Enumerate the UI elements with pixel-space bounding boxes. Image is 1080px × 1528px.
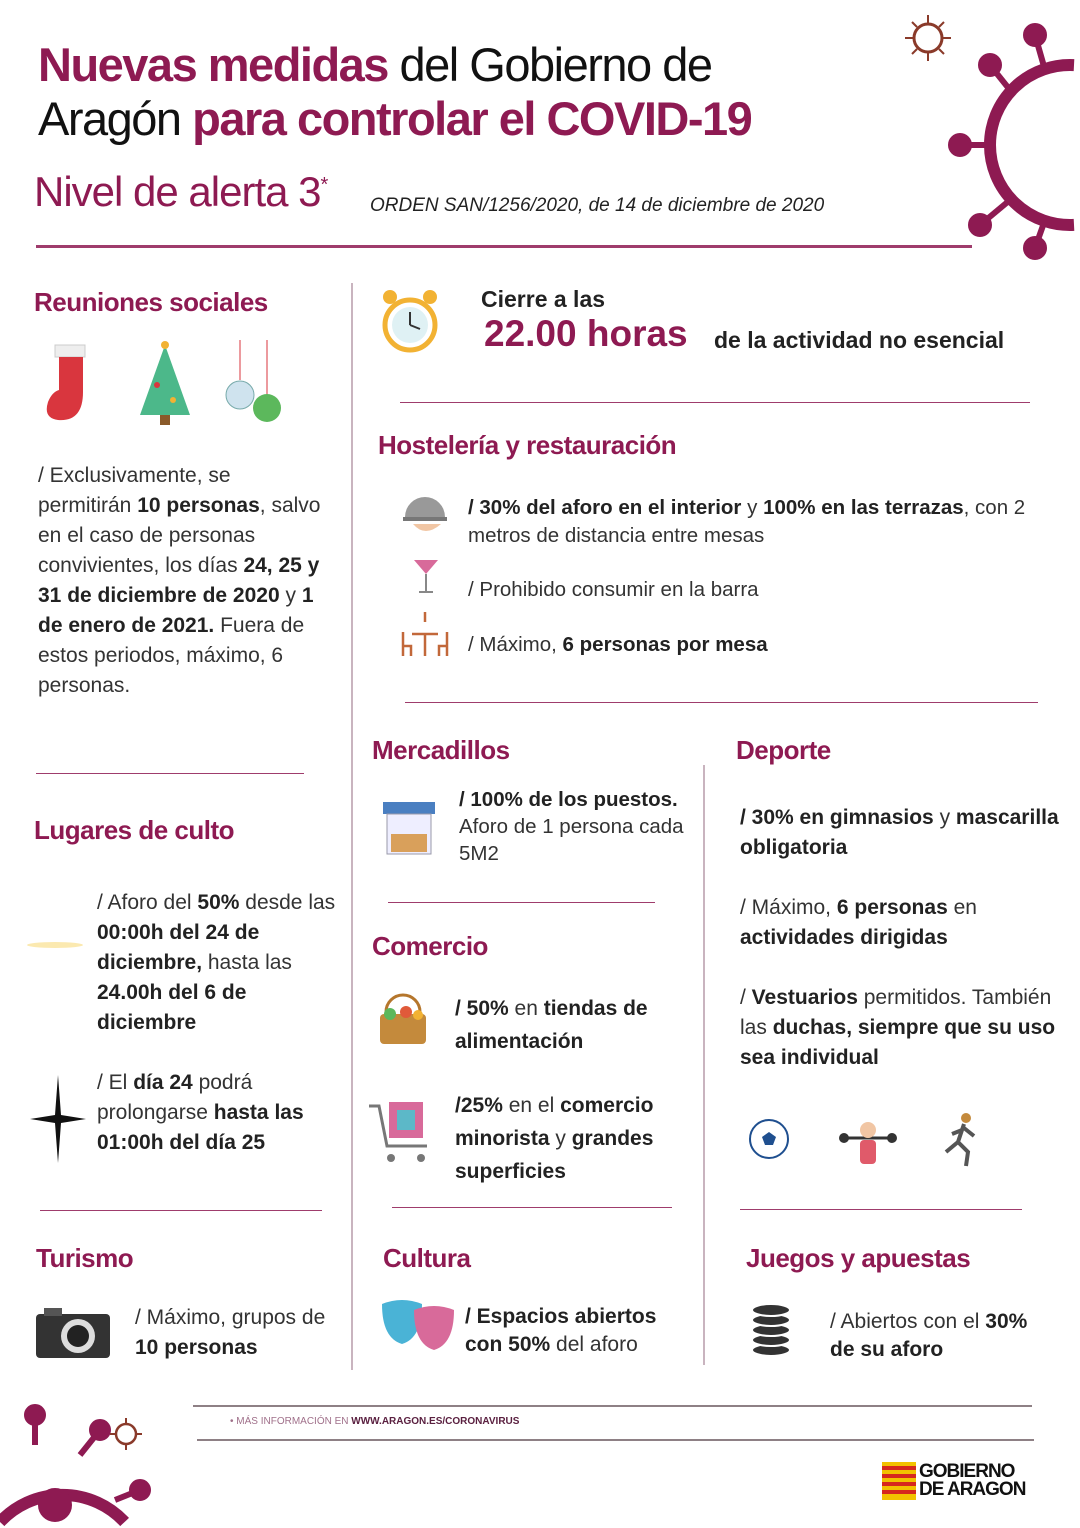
- text: /: [740, 986, 752, 1009]
- section-heading-culto: Lugares de culto: [34, 815, 235, 845]
- christmas-tree-icon: [135, 340, 195, 428]
- bold-text: 10 personas: [135, 1336, 258, 1359]
- weightlifter-icon: [838, 1116, 898, 1166]
- section-heading-comercio: Comercio: [372, 931, 488, 961]
- small-virus-icon: [110, 1418, 142, 1450]
- text: Aforo de 1 persona cada 5M2: [459, 815, 684, 865]
- text: Fuera de estos periodos, máximo, 6 personas.: [38, 614, 305, 697]
- text: podrá prolongarse: [97, 1071, 253, 1124]
- deporte-item: [740, 893, 1060, 953]
- hosteleria-item: [468, 494, 1038, 550]
- text: del aforo: [550, 1333, 638, 1356]
- bold-text: hasta las 01:00h del día 25: [97, 1101, 304, 1154]
- text: en: [947, 896, 977, 919]
- reuniones-text: [38, 461, 328, 701]
- hosteleria-item: [468, 575, 759, 605]
- gobierno-aragon-logo: GOBIERNO DE ARAGON: [882, 1462, 1025, 1500]
- culto-text-1: [97, 888, 345, 1038]
- text: y: [549, 1127, 572, 1150]
- bold-text: 6 personas: [836, 896, 948, 919]
- turismo-text: [135, 1303, 335, 1363]
- divider: [405, 702, 1038, 703]
- text: / Exclusivamente, se permitirán: [38, 464, 231, 517]
- cocktail-icon: [412, 550, 440, 595]
- bold-text: / 50%: [455, 997, 509, 1020]
- title-line-2: [38, 92, 751, 146]
- text: / Máximo, grupos de: [135, 1306, 326, 1329]
- bold-text: actividades dirigidas: [740, 926, 948, 949]
- bold-text: día 24: [133, 1071, 193, 1094]
- section-heading-mercadillos: Mercadillos: [372, 735, 510, 765]
- christmas-ornaments-icon: [225, 340, 285, 428]
- soccer-ball-icon: [748, 1118, 790, 1160]
- text: Aragón: [38, 92, 193, 145]
- bold-text: /25%: [455, 1094, 503, 1117]
- divider: [36, 245, 972, 248]
- bold-text: 00:00h del 24 de diciembre,: [97, 921, 260, 974]
- order-reference: ORDEN SAN/1256/2020, de 14 de diciembre de 2020: [370, 195, 825, 216]
- text: del Gobierno de: [387, 38, 712, 91]
- bold-text: / 100% de los puestos.: [459, 788, 678, 811]
- star-icon: [30, 1075, 86, 1163]
- market-stall-icon: [383, 802, 435, 856]
- bold-text: tiendas de alimentación: [455, 997, 648, 1053]
- cierre-line1: Cierre a las: [481, 286, 606, 312]
- bold-text: 50%: [197, 891, 240, 914]
- text: / Abiertos con el: [830, 1310, 986, 1333]
- bold-text: grandes superficies: [455, 1127, 654, 1183]
- bold-text: 24, 25 y 31 de diciembre de 2020: [38, 554, 320, 607]
- comercio-item: [455, 992, 695, 1058]
- bold-text: duchas, siempre que su uso sea individual: [740, 1016, 1056, 1069]
- text: hasta las: [202, 951, 292, 974]
- bold-text: 30% de su aforo: [830, 1310, 1028, 1361]
- text: / Aforo del: [97, 891, 198, 914]
- christmas-stocking-icon: [45, 345, 95, 425]
- bold-text: 1 de enero de 2021.: [38, 584, 314, 637]
- more-info: • MÁS INFORMACIÓN EN WWW.ARAGON.ES/CORONAVIRUS: [230, 1416, 520, 1427]
- mercadillos-text: [459, 786, 689, 867]
- small-virus-icon: [905, 15, 951, 61]
- bold-text: / Espacios abiertos con 50%: [465, 1305, 657, 1356]
- alert-level: Nivel de alerta 3*: [34, 168, 328, 215]
- section-heading-turismo: Turismo: [36, 1243, 134, 1273]
- text: , con 2 metros de distancia entre mesas: [468, 496, 1026, 547]
- column-divider: [351, 283, 353, 1370]
- text: / Prohibido consumir en la barra: [468, 578, 759, 601]
- bold-text: comercio minorista: [455, 1094, 654, 1150]
- virus-icon: [950, 20, 1080, 260]
- food-cloche-icon: [403, 492, 447, 538]
- text: / Máximo,: [468, 633, 563, 656]
- bold-text: para controlar el COVID-19: [192, 92, 752, 145]
- section-heading-deporte: Deporte: [736, 735, 831, 765]
- table-chairs-icon: [400, 612, 450, 658]
- section-heading-reuniones: Reuniones sociales: [34, 287, 268, 317]
- cierre-time: 22.00 horas: [484, 313, 688, 354]
- divider: [36, 773, 304, 774]
- section-heading-cultura: Cultura: [383, 1243, 471, 1273]
- cultura-text: [465, 1303, 695, 1359]
- divider: [400, 402, 1030, 403]
- juegos-text: [830, 1308, 1050, 1364]
- bold-text: 100% en las terrazas: [763, 496, 964, 519]
- text: , salvo en el caso de personas convivientes, los días: [38, 494, 321, 577]
- camera-icon: [36, 1308, 110, 1358]
- hosteleria-item: [468, 630, 768, 660]
- text: en el: [502, 1094, 561, 1117]
- food-basket-icon: [376, 992, 430, 1046]
- divider: [388, 902, 655, 903]
- theater-masks-icon: [380, 1300, 456, 1354]
- light-glow-icon: [25, 935, 85, 955]
- text: y: [279, 584, 302, 607]
- bold-text: Nuevas medidas: [38, 38, 388, 91]
- text: permitidos. También las: [740, 986, 1052, 1039]
- bold-text: Vestuarios: [751, 986, 858, 1009]
- poker-chips-icon: [750, 1300, 792, 1358]
- deporte-item: [740, 803, 1060, 863]
- comercio-item: [455, 1089, 700, 1188]
- divider: [740, 1209, 1022, 1210]
- text: / El: [97, 1071, 134, 1094]
- deporte-item: [740, 983, 1065, 1073]
- section-heading-hosteleria: Hostelería y restauración: [378, 430, 677, 460]
- text: y: [933, 806, 956, 829]
- aragon-flag-icon: [882, 1462, 916, 1500]
- shopping-cart-icon: [367, 1100, 433, 1166]
- alarm-clock-icon: [380, 285, 440, 357]
- info-link[interactable]: WWW.ARAGON.ES/CORONAVIRUS: [351, 1416, 520, 1427]
- title-line-1: [38, 38, 711, 92]
- bold-text: 24.00h del 6 de diciembre: [97, 981, 247, 1034]
- bold-text: / 30% del aforo en el interior: [468, 496, 742, 519]
- divider: [392, 1207, 672, 1208]
- text: en: [508, 997, 544, 1020]
- bold-text: 6 personas por mesa: [562, 633, 768, 656]
- divider: [197, 1439, 1034, 1441]
- bold-text: / 30% en gimnasios: [740, 806, 934, 829]
- culto-text-2: [97, 1068, 337, 1158]
- section-heading-juegos: Juegos y apuestas: [746, 1243, 971, 1273]
- text: desde las: [239, 891, 336, 914]
- text: y: [741, 496, 764, 519]
- bold-text: 10 personas: [137, 494, 260, 517]
- runner-icon: [940, 1112, 980, 1168]
- divider: [193, 1405, 1032, 1407]
- bold-text: mascarilla obligatoria: [740, 806, 1059, 859]
- column-divider: [703, 765, 705, 1365]
- divider: [40, 1210, 322, 1211]
- text: / Máximo,: [740, 896, 837, 919]
- cierre-rest: de la actividad no esencial: [714, 327, 1005, 353]
